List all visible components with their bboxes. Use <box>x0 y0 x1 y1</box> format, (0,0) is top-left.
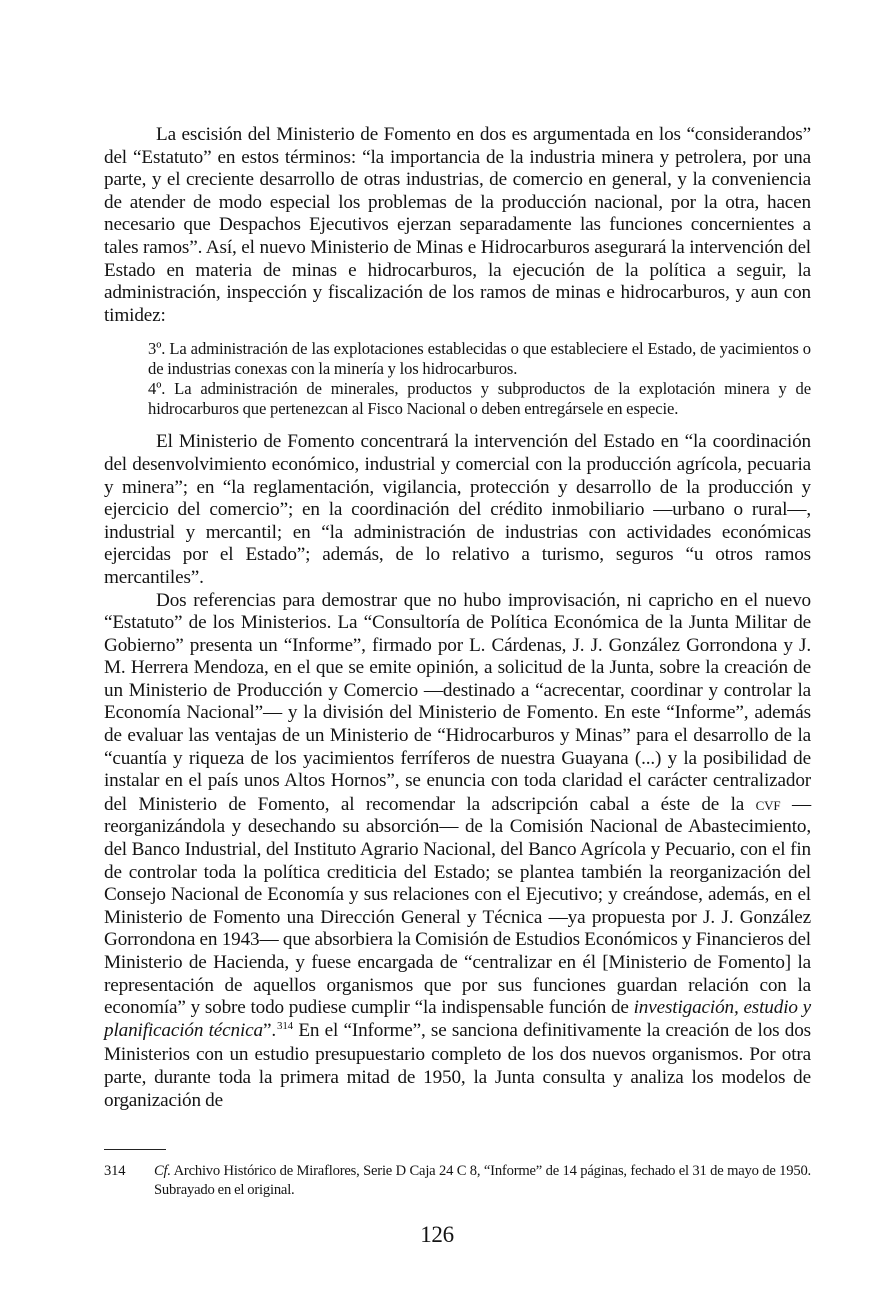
block-quote <box>148 339 811 419</box>
page-number: 126 <box>420 1222 454 1247</box>
paragraph-text: Dos referencias para demostrar que no hubo improvisación, ni capricho en el nuevo “Estatuto” de los Ministerios. La “Consultoría de Política Económica de la Junta Militar de Gobierno” presenta un “Informe”, firmado por L. Cárdenas, J. J. González Gorrondona y J. M. Herrera Mendoza, en el que se emite opinión, a solicitud de la Junta, sobre la creación de un Ministerio de Producción y Comercio —destinado a “acrecentar, coordinar y controlar la Economía Nacional”— y la división del Ministerio de Fomento. En este “Informe”, además de evaluar las ventajas de un Ministerio de “Hidrocarburos y Minas” para el desarrollo de la “cuantía y riqueza de los yacimientos ferríferos de nuestra Guayana (...) y la posibilidad de instalar en el país unos Altos Hornos”, se enuncia con toda claridad el carácter centralizador del Ministerio de Fomento, al recomendar la adscripción cabal a éste de la <box>104 589 811 815</box>
paragraph-dos-referencias <box>104 590 811 1113</box>
footnote-divider <box>104 1149 166 1150</box>
footnote-text <box>154 1162 811 1199</box>
page-body <box>104 124 811 1112</box>
quote-item-3: 3º. La administración de las explotaciones establecidas o que estableciere el Estado, de yacimientos o de industrias conexas con la minería y los hidrocarburos. <box>148 339 811 379</box>
footnote-reference[interactable]: 314 <box>276 1019 294 1032</box>
acronym-cvf: cvf <box>755 793 781 814</box>
paragraph-text: En el “Informe”, se sanciona definitivamente la creación de los dos Ministerios con un estudio presupuestario completo de los dos nuevos organismos. Por otra parte, durante toda la primera mitad de 1950, la Junta consulta y analiza los modelos de organización de <box>104 1019 811 1111</box>
footnote-cf: Cf. <box>154 1163 171 1179</box>
quote-item-4: 4º. La administración de minerales, productos y subproductos de la explotación minera y de hidrocarburos que pertenezcan al Fisco Nacional o deben entregársele en especie. <box>148 379 811 419</box>
paragraph-ministerio-fomento: El Ministerio de Fomento concentrará la intervención del Estado en “la coordinación del desenvolvimiento económico, industrial y comercial con la producción agrícola, pecuaria y minera”; en “la reglamentación, vigilancia, protección y desarrollo de la producción y ejercicio del comercio”; en la coordinación del crédito inmobiliario —urbano o rural—, industrial y mercantil; en “la administración de industrias con actividades económicas ejercidas por el Estado”; además, de lo relativo a turismo, seguros “u otros ramos mercantiles”. <box>104 431 811 588</box>
footnote-number: 314 <box>104 1163 126 1179</box>
paragraph-ministerio-escision: La escisión del Ministerio de Fomento en dos es argumentada en los “considerandos” del “Estatuto” en estos términos: “la importancia de la industria minera y petrolera, por una parte, y el creciente desarrollo de otras industrias, de comercio en general, y la conveniencia de atender de modo especial los problemas de la producción nacional, por la otra, hacen necesario que Despachos Ejecutivos ejerzan separadamente las funciones concernientes a tales ramos”. Así, el nuevo Ministerio de Minas e Hidrocarburos asegurará la intervención del Estado en materia de minas e hidrocarburos, la ejecución de la política a seguir, la administración, inspección y fiscalización de los ramos de minas e hidrocarburos, y aun con timidez: <box>104 124 811 326</box>
emphasized-text: investigación, estudio y planificación técnica <box>104 997 811 1041</box>
footnote <box>104 1162 811 1199</box>
paragraph-text: ”. <box>262 1019 276 1041</box>
footnote-body: Archivo Histórico de Miraflores, Serie D Caja 24 C 8, “Informe” de 14 páginas, fechado el 31 de mayo de 1950. Subrayado en el original. <box>154 1163 811 1198</box>
paragraph-text: —reorganizándola y desechando su absorción— de la Comisión Nacional de Abastecimiento, del Banco Industrial, del Instituto Agrario Nacional, del Banco Agrícola y Pecuario, con el fin de controlar toda la política crediticia del Estado; se plantea también la reorganización del Consejo Nacional de Economía y sus relaciones con el Ejecutivo; y creándose, además, en el Ministerio de Fomento una Dirección General y Técnica —ya propuesta por J. J. González Gorrondona en 1943— que absorbiera la Comisión de Estudios Económicos y Financieros del Ministerio de Hacienda, y fuese encargada de “centralizar en él [Ministerio de Fomento] la representación de aquellos organismos que por sus funciones guardan relación con la economía” y sobre todo pudiese cumplir “la indispensable función de <box>104 793 811 1019</box>
